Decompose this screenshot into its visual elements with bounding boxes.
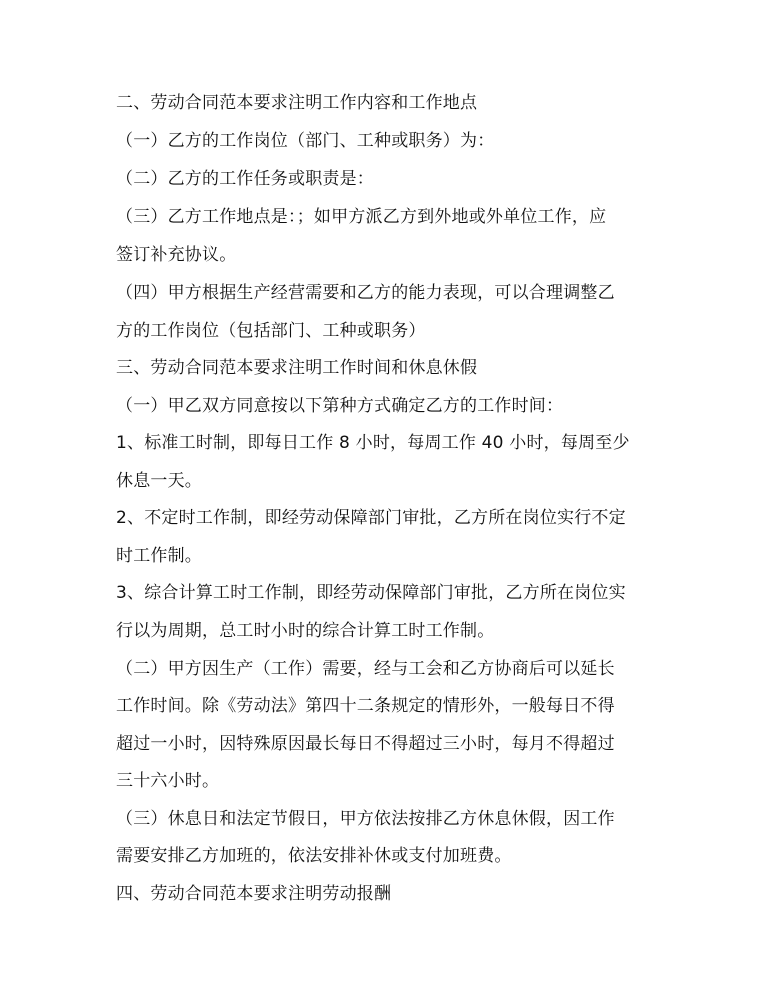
text-line: （二）乙方的工作任务或职责是： <box>116 169 374 189</box>
text-line: 方的工作岗位（包括部门、工种或职务） <box>116 321 426 341</box>
text-line: （四）甲方根据生产经营需要和乙方的能力表现，可以合理调整乙 <box>116 283 615 303</box>
text-line: 行以为周期，总工时小时的综合计算工时工作制。 <box>116 621 495 641</box>
heading-section-3: 三、劳动合同范本要求注明工作时间和休息休假 <box>116 358 478 378</box>
text-line: 需要安排乙方加班的，依法安排补休或支付加班费。 <box>116 846 512 866</box>
text-line: （一）乙方的工作岗位（部门、工种或职务）为： <box>116 131 495 151</box>
heading-section-2: 二、劳动合同范本要求注明工作内容和工作地点 <box>116 93 478 113</box>
text-line: 时工作制。 <box>116 546 202 566</box>
text-line: （三）乙方工作地点是：；如甲方派乙方到外地或外单位工作，应 <box>116 207 607 227</box>
text-line: 1、标准工时制，即每日工作 8 小时，每周工作 40 小时，每周至少 <box>116 433 630 453</box>
text-line: 工作时间。除《劳动法》第四十二条规定的情形外，一般每日不得 <box>116 696 615 716</box>
text-line: 休息一天。 <box>116 471 202 491</box>
heading-section-4: 四、劳动合同范本要求注明劳动报酬 <box>116 884 392 904</box>
text-line: 2、不定时工作制，即经劳动保障部门审批，乙方所在岗位实行不定 <box>116 508 626 528</box>
text-line: （三）休息日和法定节假日，甲方依法按排乙方休息休假，因工作 <box>116 809 615 829</box>
text-line: （二）甲方因生产（工作）需要，经与工会和乙方协商后可以延长 <box>116 659 615 679</box>
text-line: 三十六小时。 <box>116 771 220 791</box>
text-line: 签订补充协议。 <box>116 245 237 265</box>
text-line: 超过一小时，因特殊原因最长每日不得超过三小时，每月不得超过 <box>116 734 615 754</box>
text-line: （一）甲乙双方同意按以下第种方式确定乙方的工作时间： <box>116 396 564 416</box>
text-line: 3、综合计算工时工作制，即经劳动保障部门审批，乙方所在岗位实 <box>116 583 626 603</box>
